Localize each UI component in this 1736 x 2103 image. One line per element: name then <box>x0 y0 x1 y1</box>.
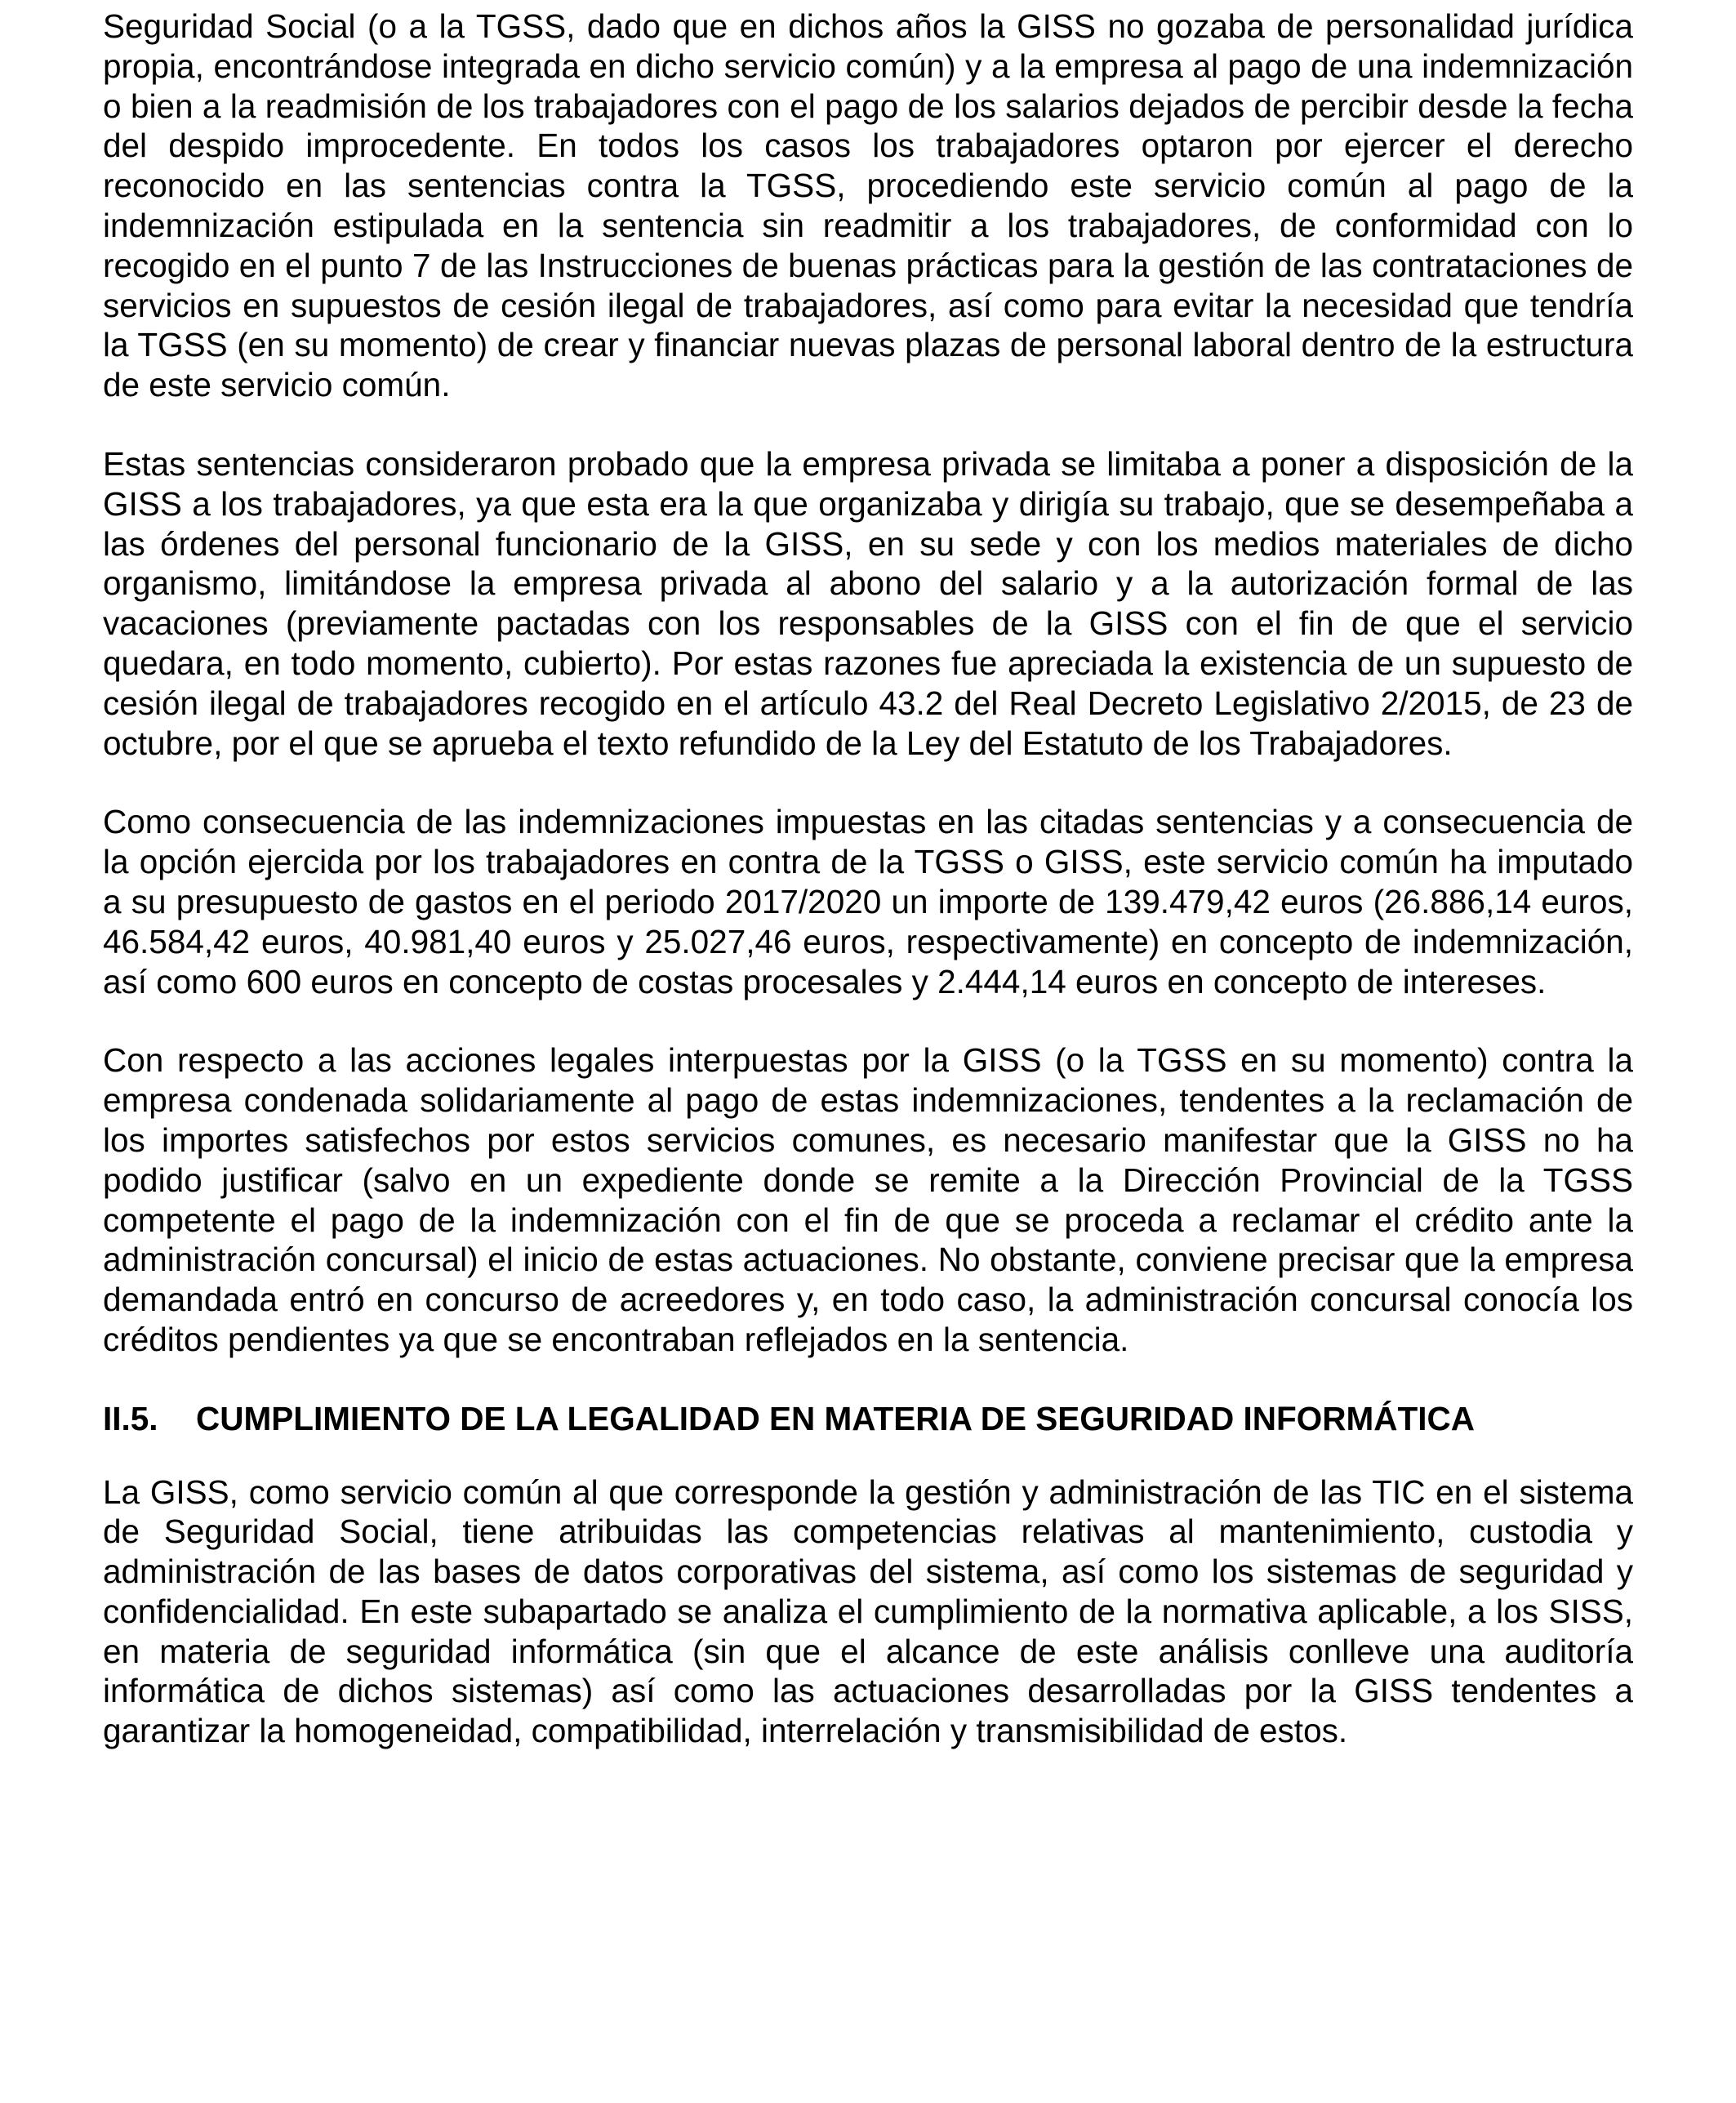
section-heading <box>103 1399 1633 1439</box>
paragraph-acciones-legales: Con respecto a las acciones legales interpuestas por la GISS (o la TGSS en su momento) contra la empresa condenada solidariamente al pago de estas indemnizaciones, tendentes a la reclamación de los importes satisfechos por estos servicios comunes, es necesario manifestar que la GISS no ha podido justificar (salvo en un expediente donde se remite a la Dirección Provincial de la TGSS competente el pago de la indemnización con el fin de que se proceda a reclamar el crédito ante la administración concursal) el inicio de estas actuaciones. No obstante, conviene precisar que la empresa demandada entró en concurso de acreedores y, en todo caso, la administración concursal conocía los créditos pendientes ya que se encontraban reflejados en la sentencia. <box>103 1041 1633 1358</box>
document-page <box>103 7 1633 1790</box>
paragraph-indemnizaciones-importe: Como consecuencia de las indemnizaciones impuestas en las citadas sentencias y a consecuencia de la opción ejercida por los trabajadores en contra de la TGSS o GISS, este servicio común ha imputado a su presupuesto de gastos en el periodo 2017/2020 un importe de 139.479,42 euros (26.886,14 euros, 46.584,42 euros, 40.981,40 euros y 25.027,46 euros, respectivamente) en concepto de indemnización, así como 600 euros en concepto de costas procesales y 2.444,14 euros en concepto de intereses. <box>103 803 1633 1000</box>
paragraph-sentencias-probado: Estas sentencias consideraron probado que la empresa privada se limitaba a poner a disposición de la GISS a los trabajadores, ya que esta era la que organizaba y dirigía su trabajo, que se desempeñaba a las órdenes del personal funcionario de la GISS, en su sede y con los medios materiales de dicho organismo, limitándose la empresa privada al abono del salario y a la autorización formal de las vacaciones (previamente pactadas con los responsables de la GISS con el fin de que el servicio quedara, en todo momento, cubierto). Por estas razones fue apreciada la existencia de un supuesto de cesión ilegal de trabajadores recogido en el artículo 43.2 del Real Decreto Legislativo 2/2015, de 23 de octubre, por el que se aprueba el texto refundido de la Ley del Estatuto de los Trabajadores. <box>103 444 1633 762</box>
section-title: CUMPLIMIENTO DE LA LEGALIDAD EN MATERIA DE SEGURIDAD INFORMÁTICA <box>196 1399 1475 1437</box>
paragraph-giss-competencias: La GISS, como servicio común al que corresponde la gestión y administración de las TIC en el sistema de Seguridad Social, tiene atribuidas las competencias relativas al mantenimiento, custodia y administración de las bases de datos corporativas del sistema, así como los sistemas de seguridad y confidencialidad. En este subapartado se analiza el cumplimiento de la normativa aplicable, a los SISS, en materia de seguridad informática (sin que el alcance de este análisis conlleve una auditoría informática de dichos sistemas) así como las actuaciones desarrolladas por la GISS tendentes a garantizar la homogeneidad, compatibilidad, interrelación y transmisibilidad de estos. <box>103 1473 1633 1750</box>
paragraph-cesion-ilegal-pago: Seguridad Social (o a la TGSS, dado que en dichos años la GISS no gozaba de personalidad jurídica propia, encontrándose integrada en dicho servicio común) y a la empresa al pago de una indemnización o bien a la readmisión de los trabajadores con el pago de los salarios dejados de percibir desde la fecha del despido improcedente. En todos los casos los trabajadores optaron por ejercer el derecho reconocido en las sentencias contra la TGSS, procediendo este servicio común al pago de la indemnización estipulada en la sentencia sin readmitir a los trabajadores, de conformidad con lo recogido en el punto 7 de las Instrucciones de buenas prácticas para la gestión de las contrataciones de servicios en supuestos de cesión ilegal de trabajadores, así como para evitar la necesidad que tendría la TGSS (en su momento) de crear y financiar nuevas plazas de personal laboral dentro de la estructura de este servicio común. <box>103 7 1633 404</box>
section-number: II.5. <box>103 1399 158 1437</box>
